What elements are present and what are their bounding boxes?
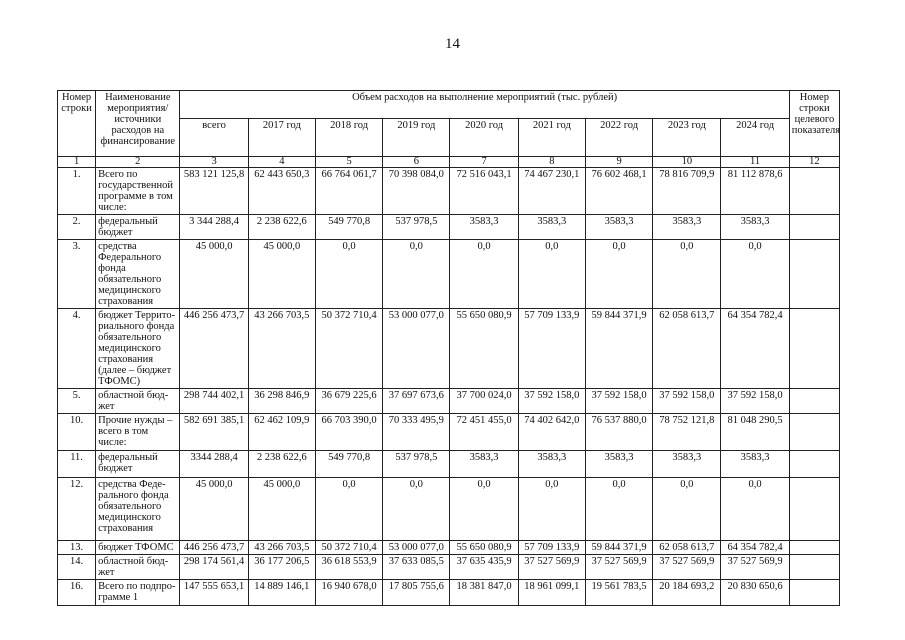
amount-cell: 298 174 561,4 [180,555,248,580]
amount-cell: 37 633 085,5 [383,555,450,580]
amount-cell: 446 256 473,7 [180,541,248,555]
amount-cell: 0,0 [383,478,450,541]
amount-cell: 62 462 109,9 [248,414,315,451]
amount-cell: 17 805 755,6 [383,580,450,606]
amount-cell: 55 650 080,9 [450,309,518,389]
indicator-cell [789,389,839,414]
amount-cell: 3583,3 [518,451,585,478]
amount-cell: 57 709 133,9 [518,541,585,555]
row-number: 14. [58,555,96,580]
column-number: 4 [248,157,315,168]
amount-cell: 62 443 650,3 [248,168,315,215]
amount-cell: 45 000,0 [248,478,315,541]
indicator-cell [789,580,839,606]
row-number: 2. [58,215,96,240]
amount-cell: 18 381 847,0 [450,580,518,606]
amount-cell: 37 635 435,9 [450,555,518,580]
amount-cell: 66 764 061,7 [315,168,382,215]
header-year: 2017 год [248,119,315,157]
amount-cell: 3583,3 [585,215,652,240]
amount-cell: 20 184 693,2 [653,580,721,606]
amount-cell: 537 978,5 [383,215,450,240]
row-number: 10. [58,414,96,451]
amount-cell: 37 592 158,0 [518,389,585,414]
table-row [58,309,840,389]
amount-cell: 0,0 [450,478,518,541]
table-row [58,451,840,478]
amount-cell: 37 592 158,0 [721,389,789,414]
amount-cell: 0,0 [518,240,585,309]
amount-cell: 59 844 371,9 [585,309,652,389]
amount-cell: 298 744 402,1 [180,389,248,414]
indicator-cell [789,478,839,541]
indicator-cell [789,215,839,240]
header-year: 2022 год [585,119,652,157]
table-row [58,240,840,309]
column-number: 2 [96,157,180,168]
amount-cell: 50 372 710,4 [315,309,382,389]
table-row [58,414,840,451]
table-row [58,168,840,215]
column-number: 7 [450,157,518,168]
amount-cell: 3583,3 [721,451,789,478]
amount-cell: 62 058 613,7 [653,309,721,389]
amount-cell: 37 592 158,0 [585,389,652,414]
column-number: 12 [789,157,839,168]
header-year: 2021 год [518,119,585,157]
amount-cell: 0,0 [315,478,382,541]
header-indicator: Номер строки целевого показателя [789,91,839,157]
table-row [58,478,840,541]
amount-cell: 64 354 782,4 [721,541,789,555]
header-year: 2020 год [450,119,518,157]
amount-cell: 43 266 703,5 [248,309,315,389]
amount-cell: 59 844 371,9 [585,541,652,555]
amount-cell: 0,0 [585,478,652,541]
column-number: 1 [58,157,96,168]
amount-cell: 582 691 385,1 [180,414,248,451]
header-row-no: Номер строки [58,91,96,157]
amount-cell: 64 354 782,4 [721,309,789,389]
amount-cell: 72 451 455,0 [450,414,518,451]
amount-cell: 3583,3 [450,215,518,240]
indicator-cell [789,309,839,389]
amount-cell: 3583,3 [721,215,789,240]
amount-cell: 37 592 158,0 [653,389,721,414]
row-name: средства Федерального фонда обязательного медицинского страхования [96,240,180,309]
amount-cell: 0,0 [653,478,721,541]
column-number: 11 [721,157,789,168]
page-number: 14 [445,36,460,52]
amount-cell: 74 467 230,1 [518,168,585,215]
row-name: федеральный бюджет [96,215,180,240]
amount-cell: 0,0 [518,478,585,541]
header-year: 2024 год [721,119,789,157]
amount-cell: 53 000 077,0 [383,541,450,555]
amount-cell: 74 402 642,0 [518,414,585,451]
header-year: 2023 год [653,119,721,157]
amount-cell: 37 700 024,0 [450,389,518,414]
row-name: областной бюд-жет [96,389,180,414]
amount-cell: 72 516 043,1 [450,168,518,215]
amount-cell: 78 752 121,8 [653,414,721,451]
row-name: федеральный бюджет [96,451,180,478]
amount-cell: 70 333 495,9 [383,414,450,451]
amount-cell: 66 703 390,0 [315,414,382,451]
amount-cell: 36 177 206,5 [248,555,315,580]
amount-cell: 0,0 [585,240,652,309]
amount-cell: 53 000 077,0 [383,309,450,389]
amount-cell: 43 266 703,5 [248,541,315,555]
header-year: 2019 год [383,119,450,157]
amount-cell: 62 058 613,7 [653,541,721,555]
amount-cell: 16 940 678,0 [315,580,382,606]
amount-cell: 0,0 [315,240,382,309]
amount-cell: 76 602 468,1 [585,168,652,215]
amount-cell: 3344 288,4 [180,451,248,478]
header-name: Наименование мероприятия/ источники расходов на финансирование [96,91,180,157]
row-name: бюджет ТФОМС [96,541,180,555]
amount-cell: 19 561 783,5 [585,580,652,606]
amount-cell: 0,0 [383,240,450,309]
column-number: 3 [180,157,248,168]
table-row [58,215,840,240]
expenditure-table [57,90,840,606]
indicator-cell [789,541,839,555]
column-number: 5 [315,157,382,168]
amount-cell: 0,0 [653,240,721,309]
amount-cell: 37 527 569,9 [518,555,585,580]
header-year: всего [180,119,248,157]
amount-cell: 36 298 846,9 [248,389,315,414]
row-number: 4. [58,309,96,389]
amount-cell: 3583,3 [518,215,585,240]
amount-cell: 3583,3 [653,215,721,240]
row-number: 12. [58,478,96,541]
amount-cell: 37 527 569,9 [653,555,721,580]
amount-cell: 37 697 673,6 [383,389,450,414]
amount-cell: 3583,3 [450,451,518,478]
indicator-cell [789,414,839,451]
table-row [58,389,840,414]
row-number: 16. [58,580,96,606]
amount-cell: 147 555 653,1 [180,580,248,606]
row-name: областной бюд-жет [96,555,180,580]
amount-cell: 0,0 [721,478,789,541]
row-number: 11. [58,451,96,478]
amount-cell: 549 770,8 [315,215,382,240]
row-name: Прочие нужды – всего в том числе: [96,414,180,451]
amount-cell: 549 770,8 [315,451,382,478]
amount-cell: 50 372 710,4 [315,541,382,555]
table-row [58,555,840,580]
amount-cell: 55 650 080,9 [450,541,518,555]
amount-cell: 3 344 288,4 [180,215,248,240]
column-number: 6 [383,157,450,168]
amount-cell: 81 048 290,5 [721,414,789,451]
row-number: 1. [58,168,96,215]
amount-cell: 36 679 225,6 [315,389,382,414]
amount-cell: 446 256 473,7 [180,309,248,389]
amount-cell: 78 816 709,9 [653,168,721,215]
amount-cell: 3583,3 [585,451,652,478]
amount-cell: 36 618 553,9 [315,555,382,580]
indicator-cell [789,555,839,580]
amount-cell: 37 527 569,9 [585,555,652,580]
amount-cell: 45 000,0 [248,240,315,309]
amount-cell: 3583,3 [653,451,721,478]
amount-cell: 2 238 622,6 [248,215,315,240]
amount-cell: 18 961 099,1 [518,580,585,606]
amount-cell: 20 830 650,6 [721,580,789,606]
amount-cell: 537 978,5 [383,451,450,478]
row-number: 13. [58,541,96,555]
amount-cell: 76 537 880,0 [585,414,652,451]
row-name: Всего по государственной программе в том числе: [96,168,180,215]
amount-cell: 70 398 084,0 [383,168,450,215]
row-name: средства Феде-рального фонда обязательного медицинского страхования [96,478,180,541]
column-number: 9 [585,157,652,168]
table-row [58,541,840,555]
row-number: 5. [58,389,96,414]
row-number: 3. [58,240,96,309]
indicator-cell [789,451,839,478]
amount-cell: 0,0 [721,240,789,309]
amount-cell: 81 112 878,6 [721,168,789,215]
table-row [58,580,840,606]
indicator-cell [789,168,839,215]
amount-cell: 0,0 [450,240,518,309]
header-volume: Объем расходов на выполнение мероприятий (тыс. рублей) [180,91,789,119]
amount-cell: 2 238 622,6 [248,451,315,478]
amount-cell: 57 709 133,9 [518,309,585,389]
header-year: 2018 год [315,119,382,157]
indicator-cell [789,240,839,309]
amount-cell: 45 000,0 [180,240,248,309]
column-number: 8 [518,157,585,168]
row-name: бюджет Террито-риального фонда обязательного медицинского страхования (далее – бюджет ТФОМС) [96,309,180,389]
amount-cell: 583 121 125,8 [180,168,248,215]
column-number: 10 [653,157,721,168]
amount-cell: 14 889 146,1 [248,580,315,606]
amount-cell: 37 527 569,9 [721,555,789,580]
row-name: Всего по подпро-грамме 1 [96,580,180,606]
amount-cell: 45 000,0 [180,478,248,541]
